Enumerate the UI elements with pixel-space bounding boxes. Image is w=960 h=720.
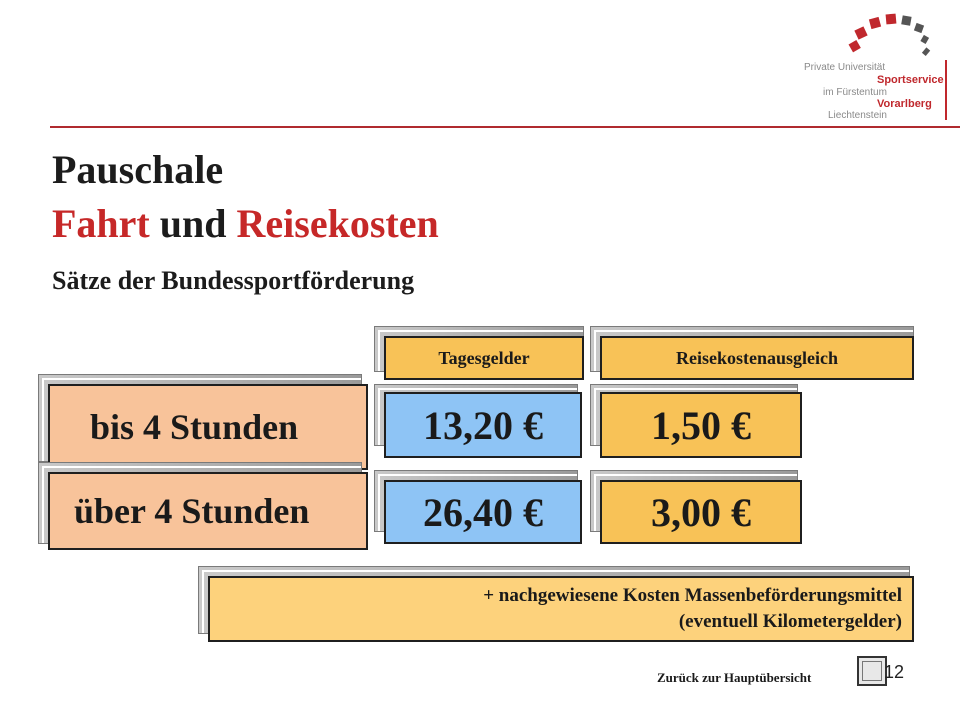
logo-dots-icon <box>840 10 940 70</box>
back-to-overview-link[interactable]: Zurück zur Hauptübersicht <box>657 670 812 685</box>
back-nav-button[interactable] <box>857 656 887 686</box>
row-label-ueber-4-stunden: über 4 Stunden <box>48 472 368 550</box>
logo-text-vorarlberg: Vorarlberg <box>877 98 932 110</box>
note-line2: (eventuell Kilometergelder) <box>678 611 902 632</box>
header-tagesgelder: Tagesgelder <box>384 336 584 380</box>
value-tagesgelder-row2: 26,40 € <box>384 480 582 544</box>
value-reisekosten-row2: 3,00 € <box>600 480 802 544</box>
logo-text-liechtenstein: Liechtenstein <box>828 110 887 121</box>
title-word-fahrt: Fahrt <box>52 201 150 246</box>
logo-text-university: Private Universität <box>804 62 886 73</box>
header-reisekostenausgleich: Reisekostenausgleich <box>600 336 914 380</box>
title-word-reisekosten: Reisekosten <box>236 201 439 246</box>
row-label-bis-4-stunden: bis 4 Stunden <box>48 384 368 470</box>
note-line1: + nachgewiesene Kosten Massenbeförderungsmittel <box>483 585 902 606</box>
page-title: Pauschale <box>52 147 224 192</box>
title-word-und: und <box>159 201 227 246</box>
page-number: 12 <box>884 662 905 682</box>
value-tagesgelder-row1: 13,20 € <box>384 392 582 458</box>
logo-text-sportservice: Sportservice <box>877 74 944 86</box>
page-subtitle: Sätze der Bundessportförderung <box>52 266 415 295</box>
note-box <box>208 576 914 642</box>
page-title-line2 <box>52 200 439 247</box>
logo-divider <box>945 60 947 120</box>
logo-text-fuerstentum: im Fürstentum <box>823 87 887 98</box>
value-reisekosten-row1: 1,50 € <box>600 392 802 458</box>
header-rule <box>50 126 960 128</box>
